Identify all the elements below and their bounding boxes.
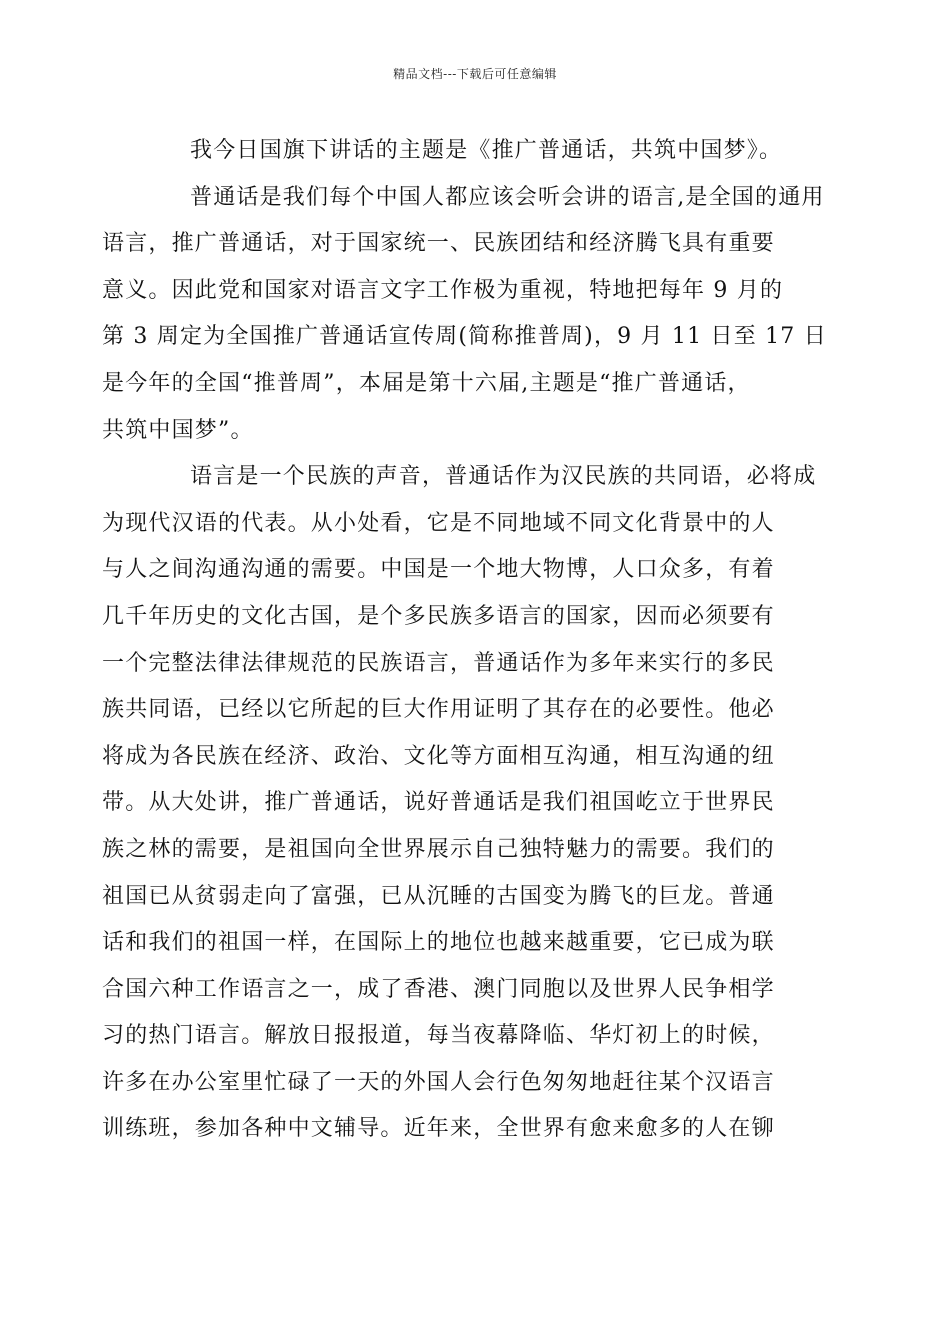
text-line: 为现代汉语的代表。从小处看，它是不同地域不同文化背景中的人 [102,510,775,536]
text-line: 一个完整法律法律规范的民族语言，普通话作为多年来实行的多民 [102,650,775,676]
text-line: 我今日国旗下讲话的主题是《推广普通话，共筑中国梦》。 [190,138,783,163]
text-line: 意义。因此党和国家对语言文字工作极为重视，特地把每年 9 月的 [102,277,784,303]
paragraph-2 [102,175,827,455]
text-line: 许多在办公室里忙碌了一天的外国人会行色匆匆地赶往某个汉语言 [102,1069,775,1095]
text-line: 语言是一个民族的声音，普通话作为汉民族的共同语，必将成 [190,464,817,490]
document-body [102,128,827,1153]
text-line: 合国六种工作语言之一，成了香港、澳门同胞以及世界人民争相学 [102,976,775,1002]
text-line: 是今年的全国“推普周”，本届是第十六届,主题是“推广普通话， [102,370,751,396]
text-line: 语言，推广普通话，对于国家统一、民族团结和经济腾飞具有重要 [102,231,775,257]
text-line: 习的热门语言。解放日报报道，每当夜幕降临、华灯初上的时候， [102,1023,775,1049]
text-line: 与人之间沟通沟通的需要。中国是一个地大物博，人口众多，有着 [102,557,775,583]
paragraph-3 [102,454,817,1153]
text-line: 第 3 周定为全国推广普通话宣传周(简称推普周)，9 月 11 日至 17 日 [102,324,827,350]
text-line: 几千年历史的文化古国，是个多民族多语言的国家，因而必须要有 [102,603,775,629]
text-line: 族共同语，已经以它所起的巨大作用证明了其存在的必要性。他必 [102,697,775,723]
text-line: 普通话是我们每个中国人都应该会听会讲的语言,是全国的通用 [190,184,825,210]
text-line: 共筑中国梦”。 [102,417,254,443]
text-line: 带。从大处讲，推广普通话，说好普通话是我们祖国屹立于世界民 [102,790,775,816]
text-line: 祖国已从贫弱走向了富强，已从沉睡的古国变为腾飞的巨龙。普通 [102,883,775,909]
text-line: 话和我们的祖国一样，在国际上的地位也越来越重要，它已成为联 [102,930,775,956]
text-line: 族之林的需要，是祖国向全世界展示自己独特魅力的需要。我们的 [102,836,775,862]
page-header: 精品文档---下载后可任意编辑 [393,67,557,81]
paragraph-1 [146,128,806,175]
text-line: 训练班，参加各种中文辅导。近年来，全世界有愈来愈多的人在铆 [102,1116,775,1142]
text-line: 将成为各民族在经济、政治、文化等方面相互沟通，相互沟通的纽 [102,743,775,769]
